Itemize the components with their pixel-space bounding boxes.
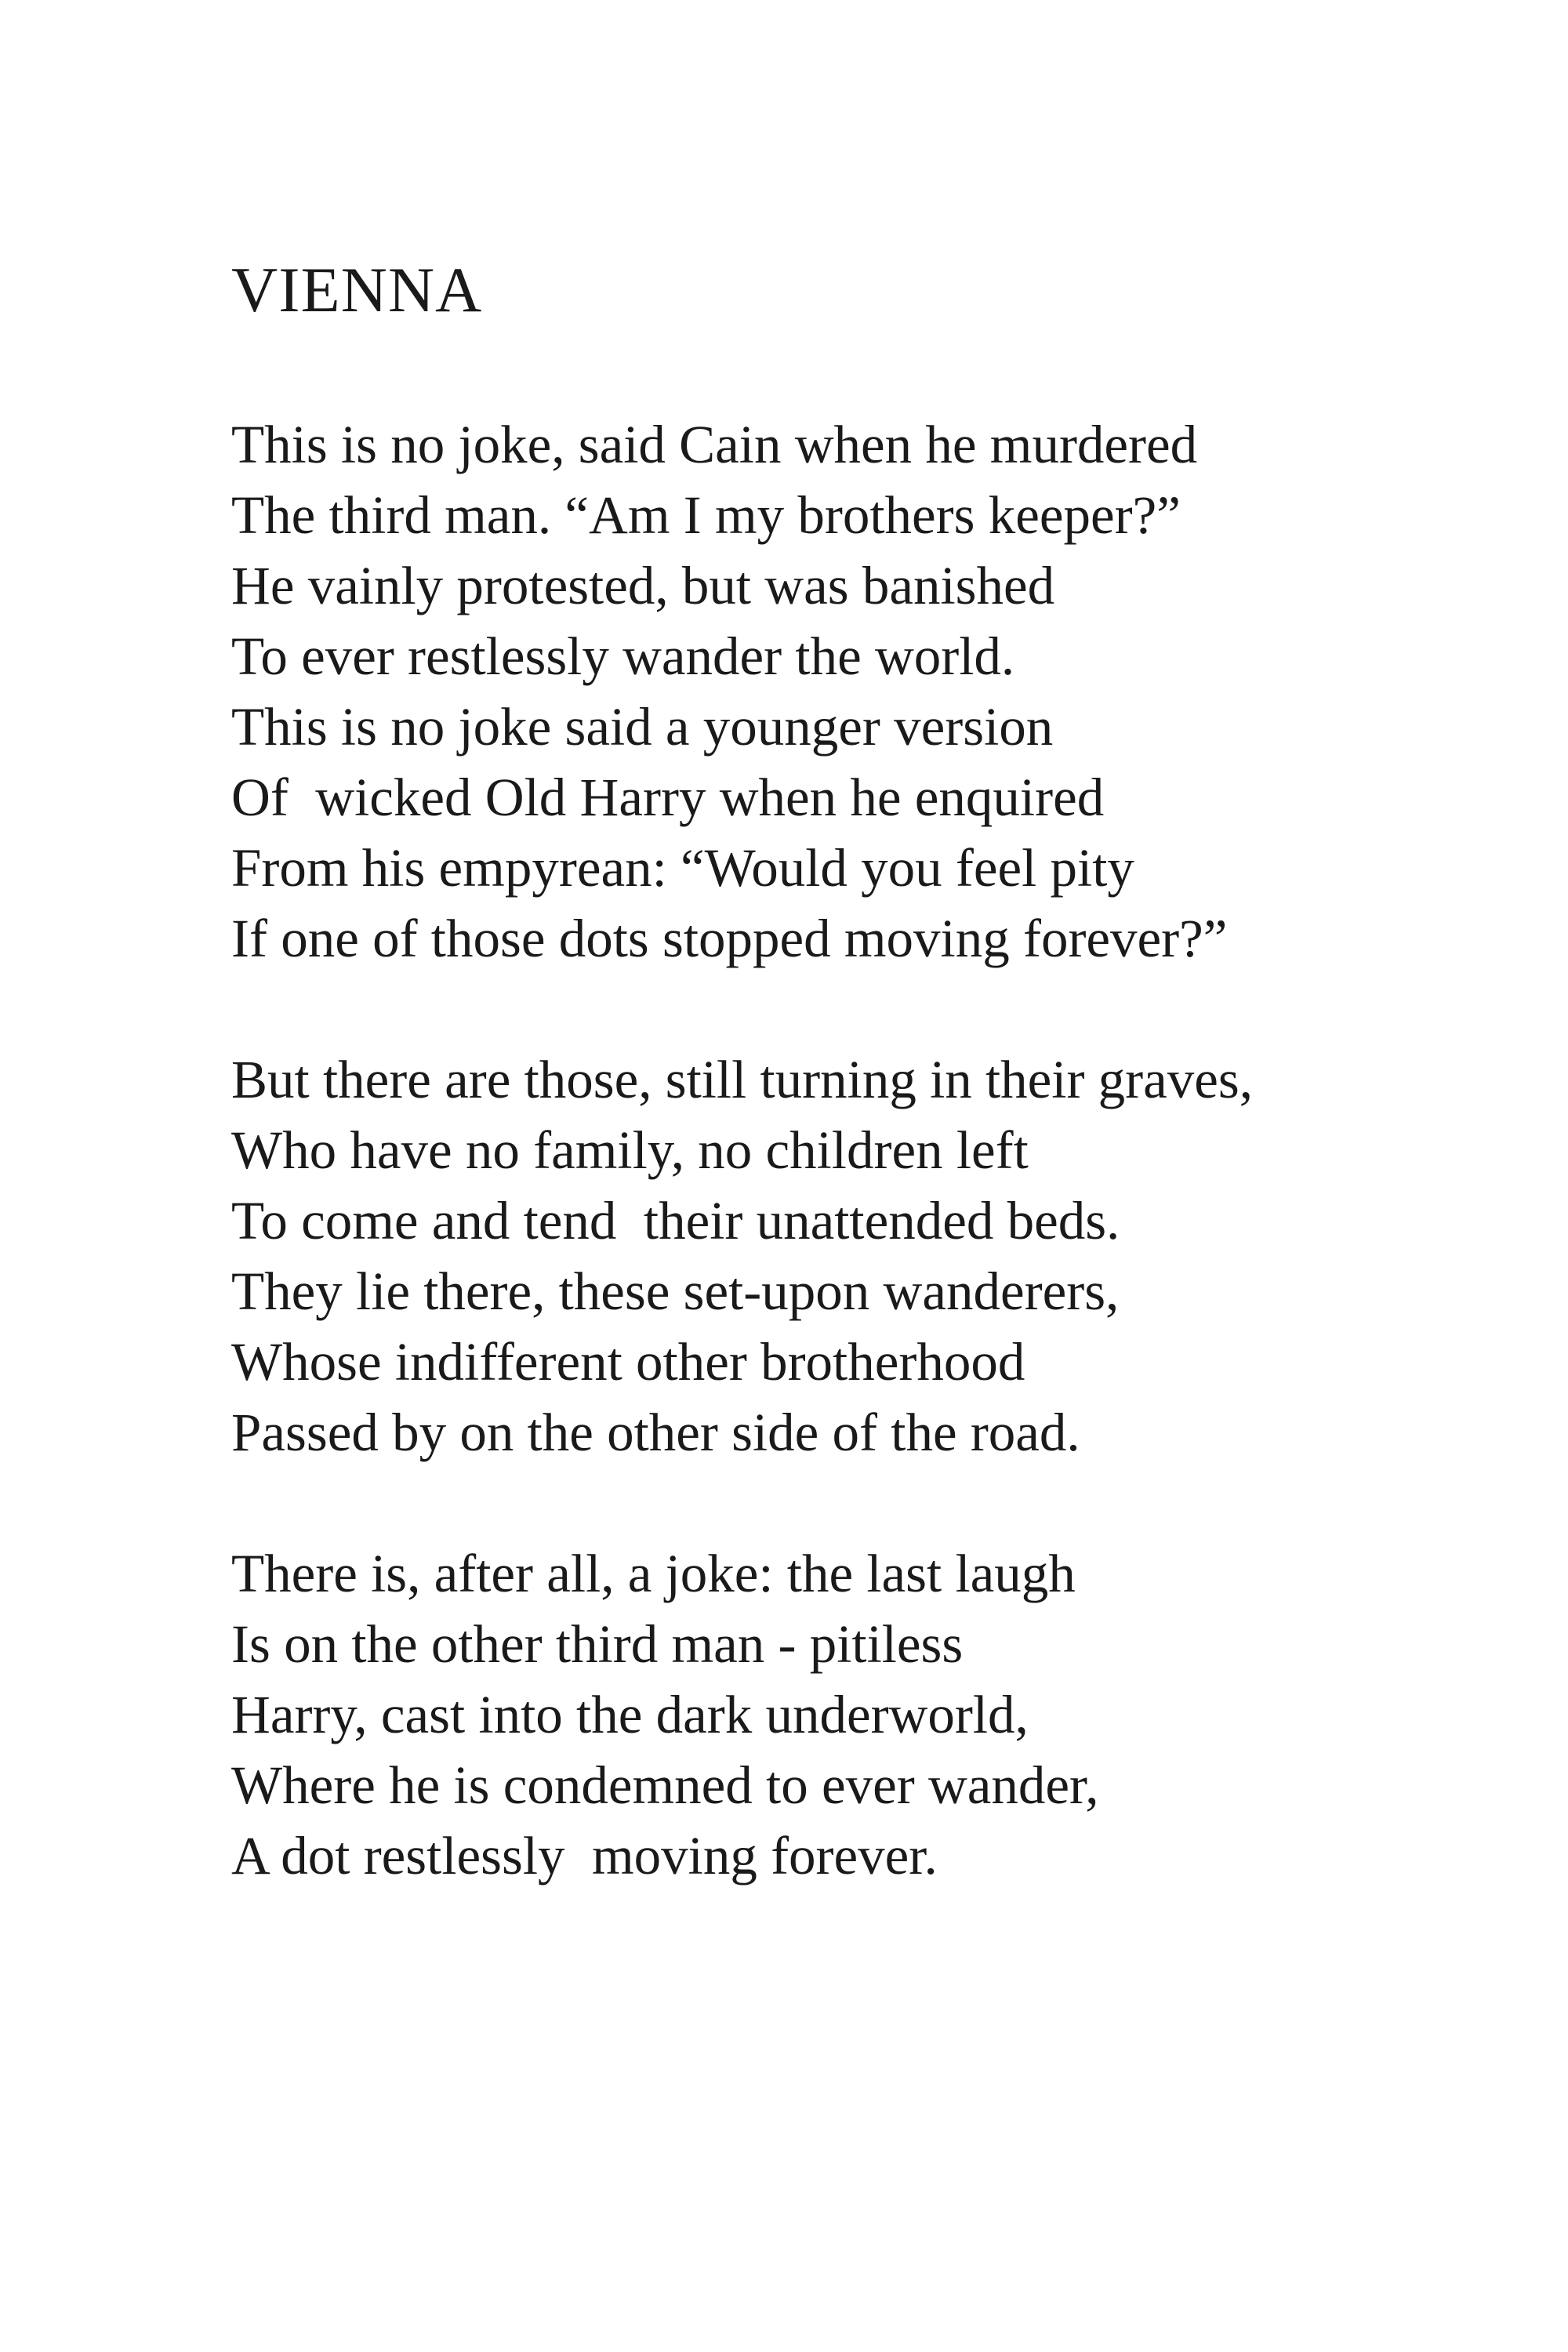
poem-line: Whose indifferent other brotherhood xyxy=(231,1332,1025,1392)
poem-line: A dot restlessly moving forever. xyxy=(231,1826,938,1886)
poem-line: To come and tend their unattended beds. xyxy=(231,1191,1120,1250)
poem-line: The third man. “Am I my brothers keeper?” xyxy=(231,485,1181,545)
poem-line: Of wicked Old Harry when he enquired xyxy=(231,768,1105,827)
poem xyxy=(231,251,1533,1891)
stanza-1 xyxy=(231,409,1533,974)
poem-line: This is no joke said a younger version xyxy=(231,697,1054,757)
stanza-2 xyxy=(231,1044,1533,1468)
poem-line: They lie there, these set-upon wanderers, xyxy=(231,1261,1120,1321)
poem-line: From his empyrean: “Would you feel pity xyxy=(231,838,1134,898)
poem-title: VIENNA xyxy=(231,254,483,325)
poem-line: But there are those, still turning in their graves, xyxy=(231,1050,1254,1109)
poem-line: Is on the other third man - pitiless xyxy=(231,1614,964,1674)
poem-line: Passed by on the other side of the road. xyxy=(231,1403,1080,1462)
poem-line: This is no joke, said Cain when he murdered xyxy=(231,415,1198,474)
poem-line: If one of those dots stopped moving forever?” xyxy=(231,909,1228,968)
poem-line: Who have no family, no children left xyxy=(231,1120,1029,1180)
poem-line: He vainly protested, but was banished xyxy=(231,556,1055,615)
poem-line: Harry, cast into the dark underworld, xyxy=(231,1685,1029,1744)
poem-line: To ever restlessly wander the world. xyxy=(231,626,1015,686)
stanza-3 xyxy=(231,1538,1533,1891)
poem-line: Where he is condemned to ever wander, xyxy=(231,1755,1099,1815)
poem-line: There is, after all, a joke: the last laugh xyxy=(231,1544,1076,1603)
